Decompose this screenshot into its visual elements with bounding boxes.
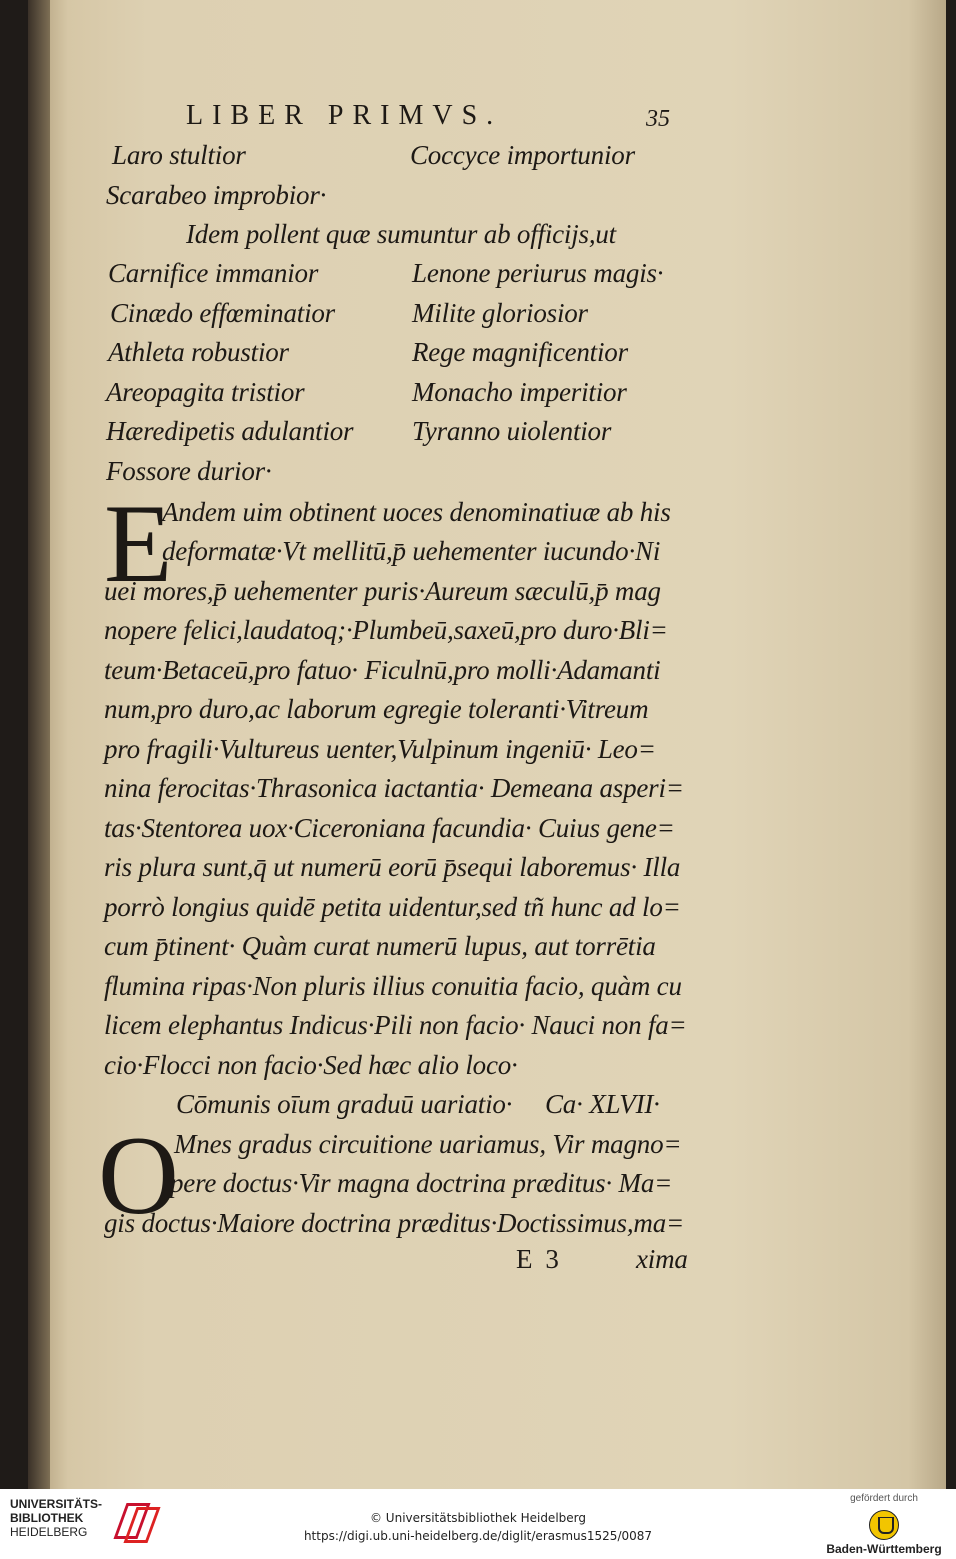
list2-left-3: Areopagita tristior [106, 377, 305, 407]
para-e-line-6: pro fragili·Vultureus uenter,Vulpinum ingeniū· Leo= [104, 734, 656, 764]
para-e-line-7: nina ferocitas·Thrasonica iactantia· Demeana asperi= [104, 773, 684, 803]
list2-right-1: Milite gloriosior [412, 298, 588, 328]
list2-right-3: Monacho imperitior [412, 377, 627, 407]
list2-left-4: Hæredipetis adulantior [106, 416, 354, 446]
list2-right-4: Tyranno uiolentior [412, 416, 612, 446]
list2-right-2: Rege magnificentior [412, 337, 628, 367]
para-e-line-5: num,pro duro,ac laborum egregie toleranti·Vitreum [104, 694, 649, 724]
idem-line: Idem pollent quæ sumuntur ab officijs,ut [186, 219, 616, 249]
para-e-line-1: deformatæ·Vt mellitū,p̄ uehementer iucundo·Ni [162, 536, 661, 566]
para-e-line-2: uei mores,p̄ uehementer puris·Aureum sæculū,p̄ mag [104, 576, 661, 606]
para-e-line-9: ris plura sunt,q̄ ut numerū eorū p̄sequi laboremus· Illa [104, 852, 681, 882]
list2-left-5: Fossore durior· [106, 456, 272, 486]
list1-left-1: Scarabeo improbior· [106, 180, 327, 210]
list2-right-0: Lenone periurus magis· [412, 258, 664, 288]
para-e-line-11: cum p̄tinent· Quàm curat numerū lupus, aut torrētia [104, 931, 656, 961]
para-e-line-8: tas·Stentorea uox·Ciceroniana facundia· Cuius gene= [104, 813, 675, 843]
signature-mark: E 3 [516, 1244, 559, 1274]
sponsor-block[interactable] [824, 1493, 944, 1556]
permalink-url[interactable]: https://digi.ub.uni-heidelberg.de/diglit/erasmus1525/0087 [303, 1529, 653, 1543]
list1-left-0: Laro stultior [112, 140, 246, 170]
para-e-line-0: Andem uim obtinent uoces denominatiuæ ab his [162, 497, 671, 527]
para-e-line-4: teum·Betaceū,pro fatuo· Ficulnū,pro molli·Adamanti [104, 655, 661, 685]
para-e-line-14: cio·Flocci non facio·Sed hæc alio loco· [104, 1050, 518, 1080]
state-seal-icon [869, 1510, 899, 1540]
chapter-heading: Cōmunis oīum graduū uariatio· Ca· XLVII· [176, 1089, 660, 1119]
para-o-line-2: gis doctus·Maiore doctrina præditus·Doctissimus,ma= [104, 1208, 685, 1238]
copyright-notice: © Universitätsbibliothek Heidelberg [369, 1511, 586, 1525]
para-e-line-12: flumina ripas·Non pluris illius conuitia facio, quàm cu [104, 971, 682, 1001]
para-e-line-3: nopere felici,laudatoq;·Plumbeū,saxeū,pro duro·Bli= [104, 615, 668, 645]
para-e-line-10: porrò longius quidē petita uidentur,sed tñ hunc ad lo= [104, 892, 681, 922]
page-gutter-shadow [28, 0, 50, 1489]
dropcap-e: E [104, 482, 173, 606]
list1-right-0: Coccyce importunior [410, 140, 635, 170]
catchword: xima [636, 1244, 688, 1274]
library-name: UNIVERSITÄTS- BIBLIOTHEK HEIDELBERG [10, 1497, 103, 1539]
dropcap-o: O [98, 1114, 179, 1238]
sponsor-label: gefördert durch [850, 1493, 918, 1504]
para-e-line-13: licem elephantus Indicus·Pili non facio· Nauci non fa= [104, 1010, 687, 1040]
para-o-line-0: Mnes gradus circuitione uariamus, Vir magno= [174, 1129, 682, 1159]
footer-bar [0, 1489, 956, 1559]
list2-left-0: Carnifice immanior [108, 258, 319, 288]
sponsor-name: Baden-Württemberg [826, 1542, 942, 1556]
list2-left-1: Cinædo effœminatior [110, 298, 335, 328]
list2-left-2: Athleta robustior [108, 337, 289, 367]
running-head: LIBER PRIMVS. [186, 100, 503, 131]
para-o-line-1: pere doctus·Vir magna doctrina præditus· Ma= [170, 1168, 673, 1198]
folio-number: 35 [646, 106, 670, 132]
